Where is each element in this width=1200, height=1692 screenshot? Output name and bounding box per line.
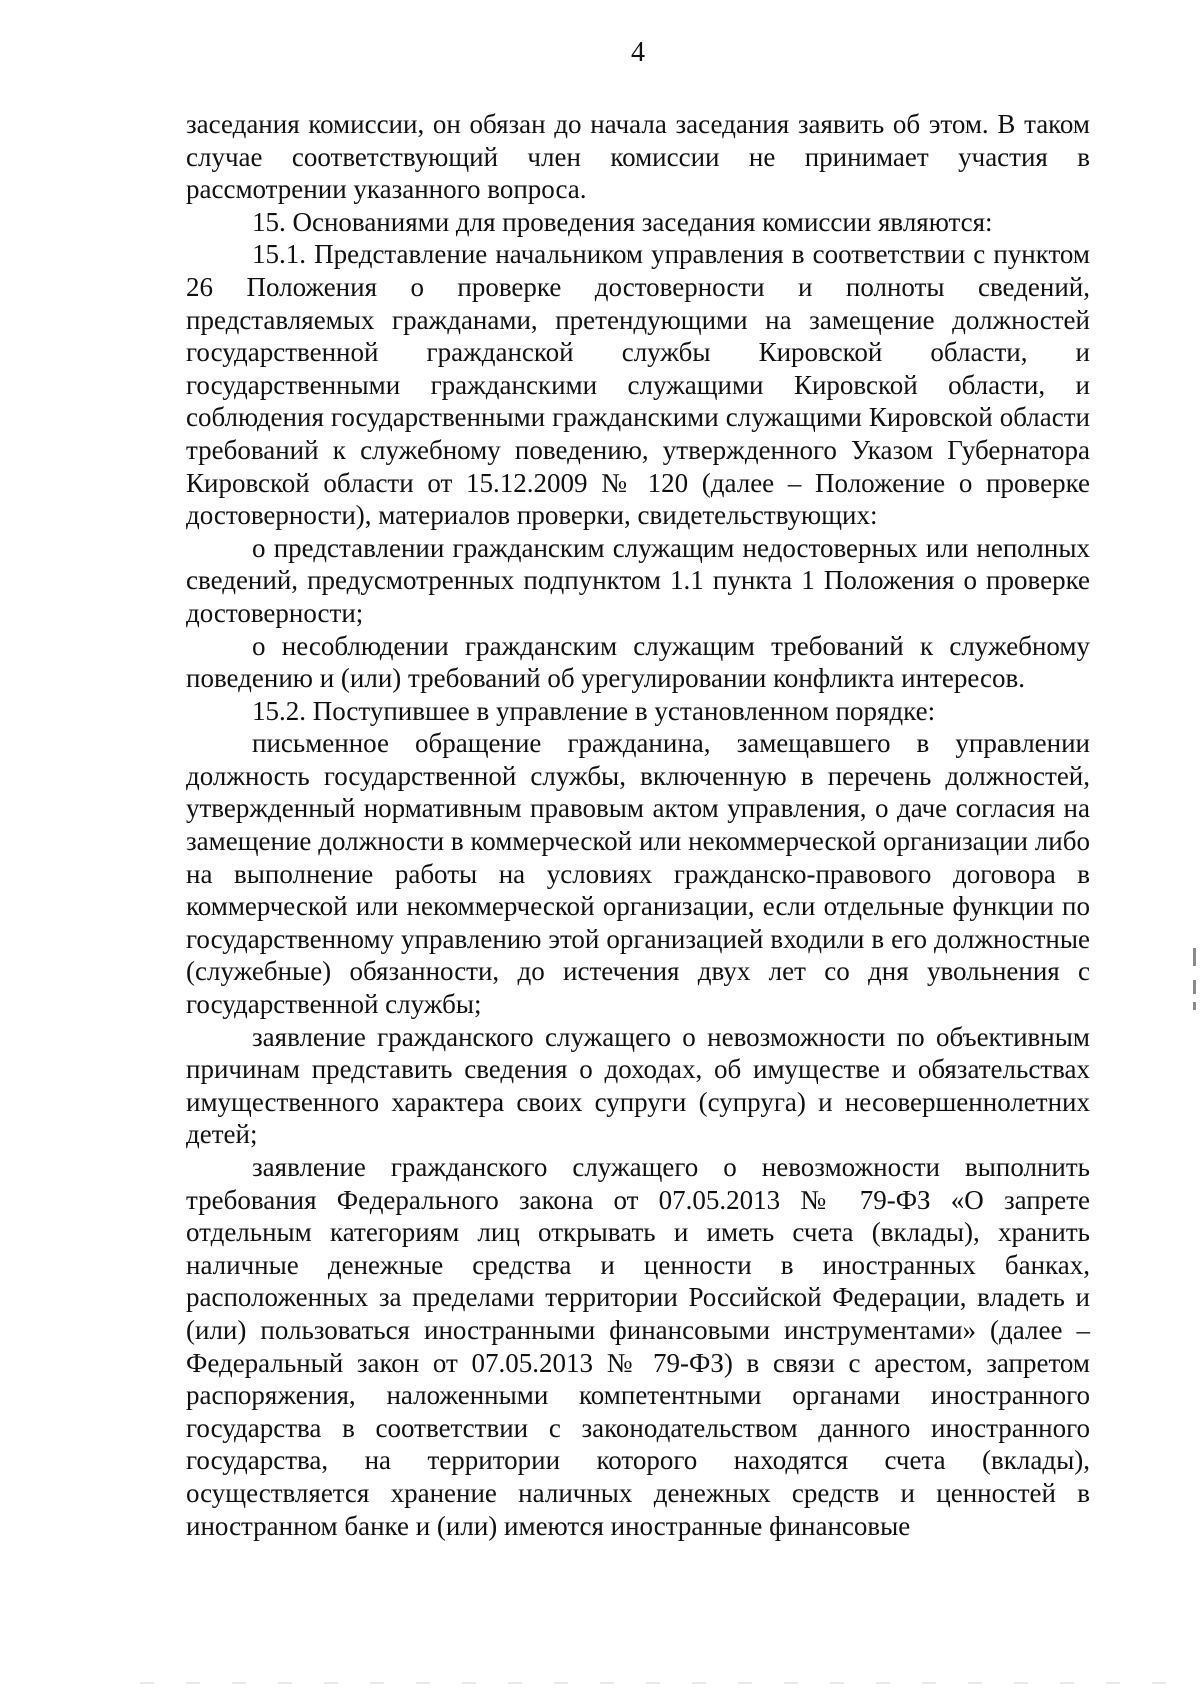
paragraph-federal-law-statement: заявление гражданского служащего о невозможности выполнить требования Федерального закона от 07.05.2013 № 79-ФЗ «О запрете отдельным категориям лиц открывать и иметь счета (вклады), хранить наличные денежные средства и ценности в иностранных банках, расположенных за пределами территории Российской Федерации, владеть и (или) пользоваться иностранными финансовыми инструментами» (далее – Федеральный закон от 07.05.2013 № 79-ФЗ) в связи с арестом, запретом распоряжения, наложенными компетентными органами иностранного государства в соответствии с законодательством данного иностранного государства, на территории которого находятся счета (вклады), осуществляется хранение наличных денежных средств и ценностей в иностранном банке и (или) имеются иностранные финансовые <box>186 1152 1090 1541</box>
document-body <box>186 108 1090 1542</box>
paragraph-clause-15: 15. Основаниями для проведения заседания комиссии являются: <box>252 206 993 237</box>
page-number: 4 <box>631 37 645 68</box>
paragraph-continuation: заседания комиссии, он обязан до начала заседания заявить об этом. В таком случае соответствующий член комиссии не принимает участия в рассмотрении указанного вопроса. <box>186 109 1090 205</box>
scan-bottom-noise <box>140 1682 1180 1684</box>
scan-artifact-mark <box>1193 980 1196 994</box>
scan-artifact-mark <box>1193 1002 1196 1010</box>
paragraph-clause-15-1: 15.1. Представление начальником управления в соответствии с пунктом 26 Положения о проверке достоверности и полноты сведений, представляемых гражданами, претендующими на замещение должностей государственной гражданской службы Кировской области, и государственными гражданскими служащими Кировской области, и соблюдения государственными гражданскими служащими Кировской области требований к служебному поведению, утвержденного Указом Губернатора Кировской области от 15.12.2009 № 120 (далее – Положение о проверке достоверности), материалов проверки, свидетельствующих: <box>186 239 1090 531</box>
paragraph-income-statement: заявление гражданского служащего о невозможности по объективным причинам представить сведения о доходах, об имуществе и обязательствах имущественного характера своих супруги (супруга) и несовершеннолетних детей; <box>186 1021 1090 1150</box>
paragraph-written-appeal: письменное обращение гражданина, замещавшего в управлении должность государственной службы, включенную в перечень должностей, утвержденный нормативным правовым актом управления, о даче согласия на замещение должности в коммерческой или некоммерческой организации либо на выполнение работы на условиях гражданско-правового договора в коммерческой или некоммерческой организации, если отдельные функции по государственному управлению этой организацией входили в его должностные (служебные) обязанности, до истечения двух лет со дня увольнения с государственной службы; <box>186 728 1090 1020</box>
paragraph-clause-15-2: 15.2. Поступившее в управление в установленном порядке: <box>252 695 936 726</box>
scan-artifact-mark <box>1193 948 1196 966</box>
paragraph-nonconformity: о несоблюдении гражданским служащим требований к служебному поведению и (или) требований об урегулировании конфликта интересов. <box>186 630 1090 694</box>
paragraph-false-info: о представлении гражданским служащим недостоверных или неполных сведений, предусмотренных подпунктом 1.1 пункта 1 Положения о проверке достоверности; <box>186 532 1090 628</box>
